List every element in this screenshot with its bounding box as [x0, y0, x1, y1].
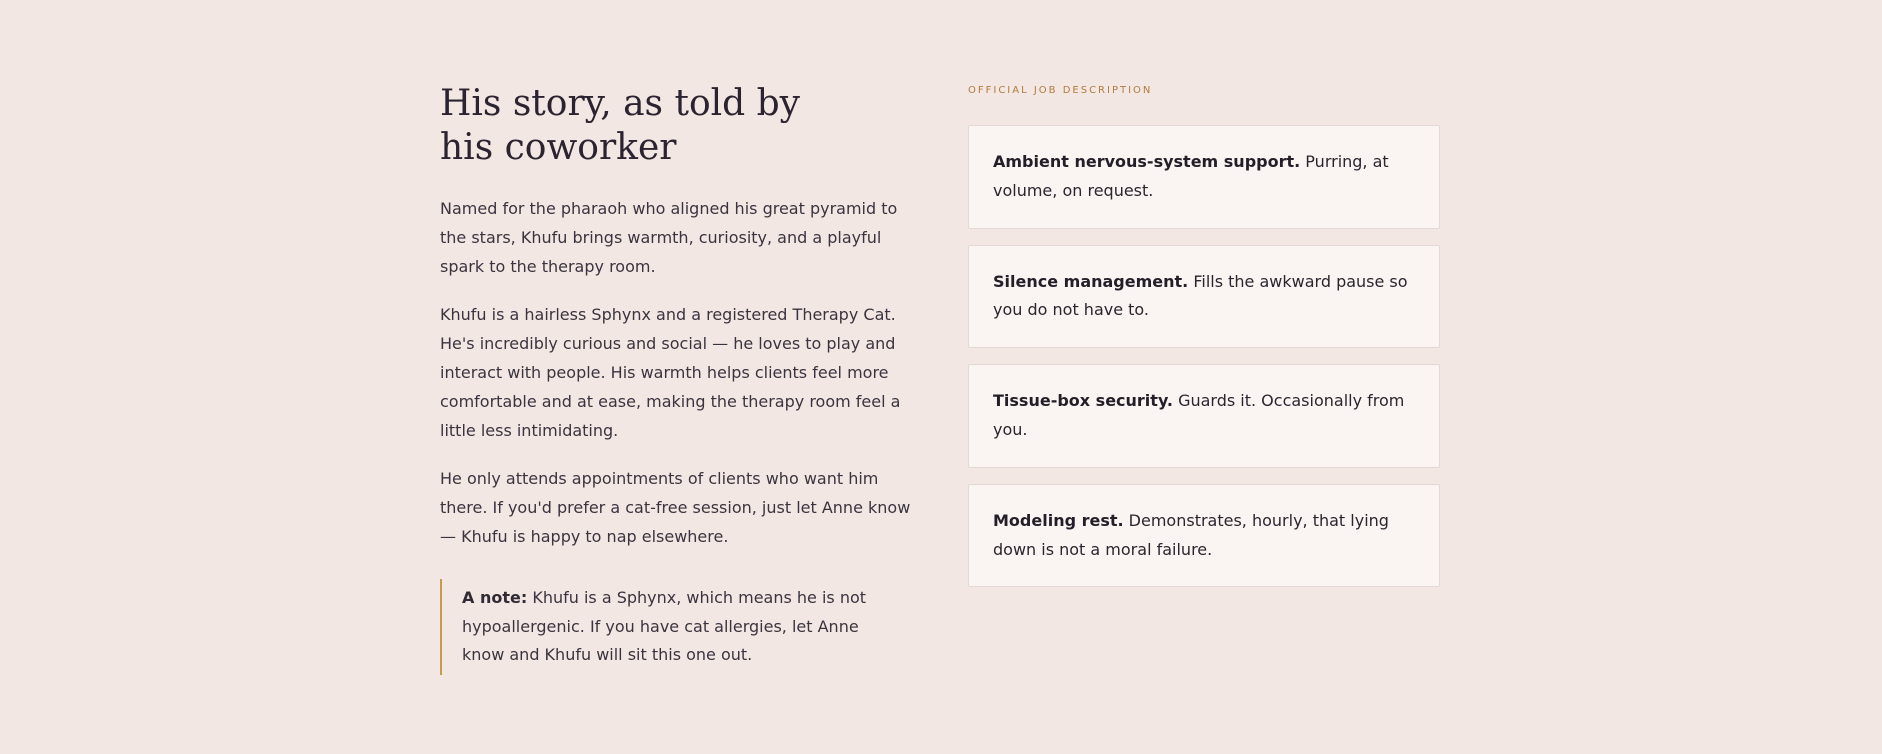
content-section	[440, 82, 1440, 682]
job-card-title: Ambient nervous-system support.	[993, 152, 1301, 171]
job-card-text: Purring, at volume, on request.	[993, 152, 1389, 200]
job-card-tissue-box	[968, 364, 1440, 468]
job-description-eyebrow: OFFICIAL JOB DESCRIPTION	[968, 85, 1153, 96]
job-description-column	[968, 82, 1440, 587]
job-card-title: Silence management.	[993, 271, 1189, 291]
job-card-title: Modeling rest.	[993, 510, 1124, 530]
story-title: His story, as told by his coworker	[440, 83, 800, 168]
job-card-title: Tissue-box security.	[993, 391, 1173, 411]
job-card-text: Fills the awkward pause so you do not have to.	[993, 271, 1408, 320]
story-paragraph-3: He only attends appointments of clients who want him there. If you'd prefer a cat-free session, just let Anne know — Khufu is happy to nap elsewhere.	[440, 469, 911, 546]
note-label: A note:	[462, 587, 528, 607]
allergy-note	[440, 579, 892, 675]
job-card-silence	[968, 245, 1440, 349]
job-card-text: Guards it. Occasionally from you.	[993, 391, 1405, 439]
story-paragraph-1: Named for the pharaoh who aligned his great pyramid to the stars, Khufu brings warmth, curiosity, and a playful spark to the therapy room.	[440, 199, 898, 276]
job-card-text: Demonstrates, hourly, that lying down is not a moral failure.	[993, 510, 1389, 559]
job-card-nervous-system	[968, 125, 1440, 229]
story-column	[440, 82, 918, 675]
job-card-modeling-rest	[968, 484, 1440, 588]
story-paragraph-2: Khufu is a hairless Sphynx and a registered Therapy Cat. He's incredibly curious and social — he loves to play and interact with people. His warmth helps clients feel more comfortable and at ease, making the therapy room feel a little less intimidating.	[440, 305, 901, 440]
note-text: Khufu is a Sphynx, which means he is not hypoallergenic. If you have cat allergies, let Anne know and Khufu will sit this one out.	[462, 587, 867, 665]
